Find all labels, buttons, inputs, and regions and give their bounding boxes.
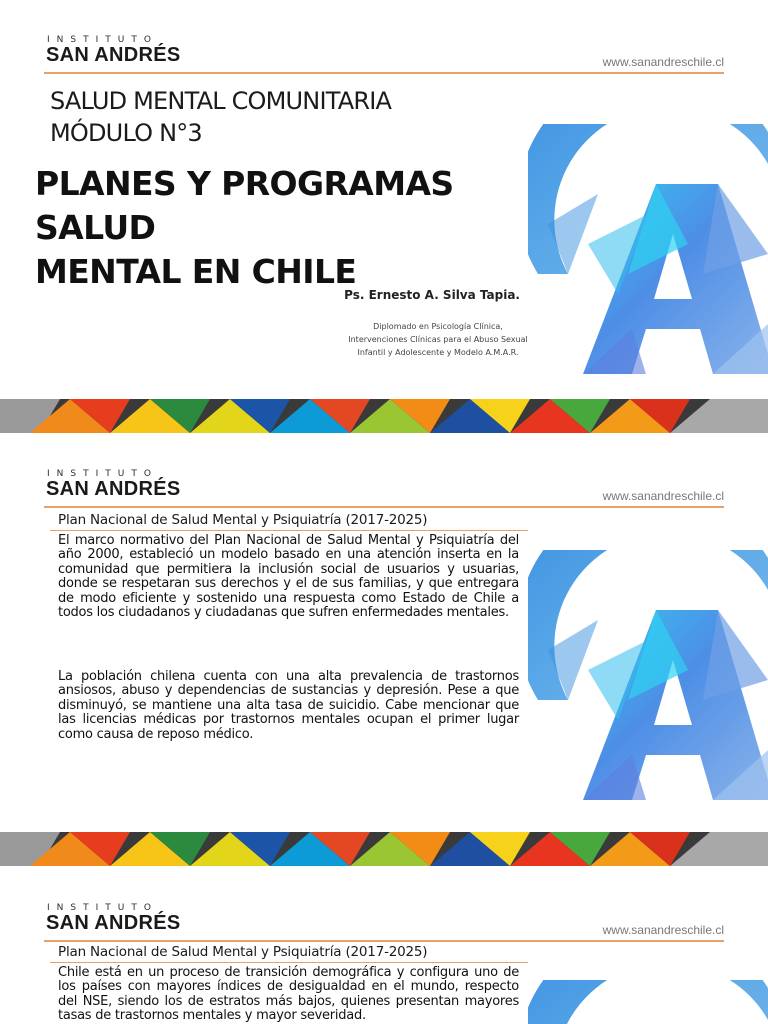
header-divider bbox=[44, 506, 724, 508]
header-divider bbox=[44, 940, 724, 942]
content-slide-2 bbox=[0, 868, 768, 1024]
title-slide bbox=[0, 0, 768, 434]
section-title: Plan Nacional de Salud Mental y Psiquiatría (2017-2025) bbox=[58, 944, 428, 960]
san-andres-a-logo-icon bbox=[528, 980, 768, 1024]
brand-small-text: INSTITUTO bbox=[47, 469, 158, 479]
section-title: Plan Nacional de Salud Mental y Psiquiatría (2017-2025) bbox=[58, 512, 428, 528]
brand-small-text: INSTITUTO bbox=[47, 903, 158, 913]
brand-name: SAN ANDRÉS bbox=[46, 912, 181, 934]
paragraph-2: La población chilena cuenta con una alta prevalencia de trastornos ansiosos, abuso y dependencias de sustancias y depresión. Pese a que disminuyó, se mantiene una alta tasa de suicidio. Cabe mencionar que las licencias médicas por trastornos mentales ocupan el primer lugar como causa de reposo médico. bbox=[58, 669, 519, 742]
website-text: www.sanandreschile.cl bbox=[602, 923, 724, 937]
san-andres-a-logo-icon bbox=[528, 550, 768, 810]
presentation-title bbox=[35, 162, 545, 294]
diploma-line-1: Diplomado en Psicología Clínica, bbox=[373, 322, 503, 331]
paragraph-1: Chile está en un proceso de transición demográfica y configura uno de los países con mayores índices de desigualdad en el mundo, respecto del NSE, siendo los de estratos más bajos, quienes presentan mayores tasas de trastornos mentales y mayor severidad. bbox=[58, 965, 519, 1024]
website-text: www.sanandreschile.cl bbox=[602, 55, 724, 69]
brand-name: SAN ANDRÉS bbox=[46, 44, 181, 66]
section-underline bbox=[50, 530, 528, 531]
website-text: www.sanandreschile.cl bbox=[602, 489, 724, 503]
content-slide-1 bbox=[0, 434, 768, 868]
paragraph-1: El marco normativo del Plan Nacional de Salud Mental y Psiquiatría del año 2000, estableció un modelo basado en una atención inserta en la comunidad que permitiera la inclusión social de usuarios y usuarias, donde se respetaran sus derechos y el de sus familias, y que entregara de modo eficiente y sostenido una respuesta como Estado de Chile a todos los ciudadanos y ciudadanas que sufren enfermedades mentales. bbox=[58, 533, 519, 621]
section-underline bbox=[50, 962, 528, 963]
course-title: SALUD MENTAL COMUNITARIA bbox=[50, 87, 392, 115]
diploma-text bbox=[320, 320, 556, 359]
author-name: Ps. Ernesto A. Silva Tapia. bbox=[344, 288, 520, 302]
title-line-1: PLANES Y PROGRAMAS SALUD bbox=[35, 164, 454, 247]
title-line-2: MENTAL EN CHILE bbox=[35, 252, 357, 291]
geometric-color-band bbox=[0, 399, 768, 433]
san-andres-a-logo-icon bbox=[528, 124, 768, 384]
geometric-color-band bbox=[0, 832, 768, 866]
header-divider bbox=[44, 72, 724, 74]
diploma-line-2: Intervenciones Clínicas para el Abuso Sexual bbox=[348, 335, 528, 344]
brand-small-text: INSTITUTO bbox=[47, 35, 158, 45]
diploma-line-3: Infantil y Adolescente y Modelo A.M.A.R. bbox=[357, 348, 519, 357]
brand-name: SAN ANDRÉS bbox=[46, 478, 181, 500]
module-title: MÓDULO N°3 bbox=[50, 119, 202, 147]
